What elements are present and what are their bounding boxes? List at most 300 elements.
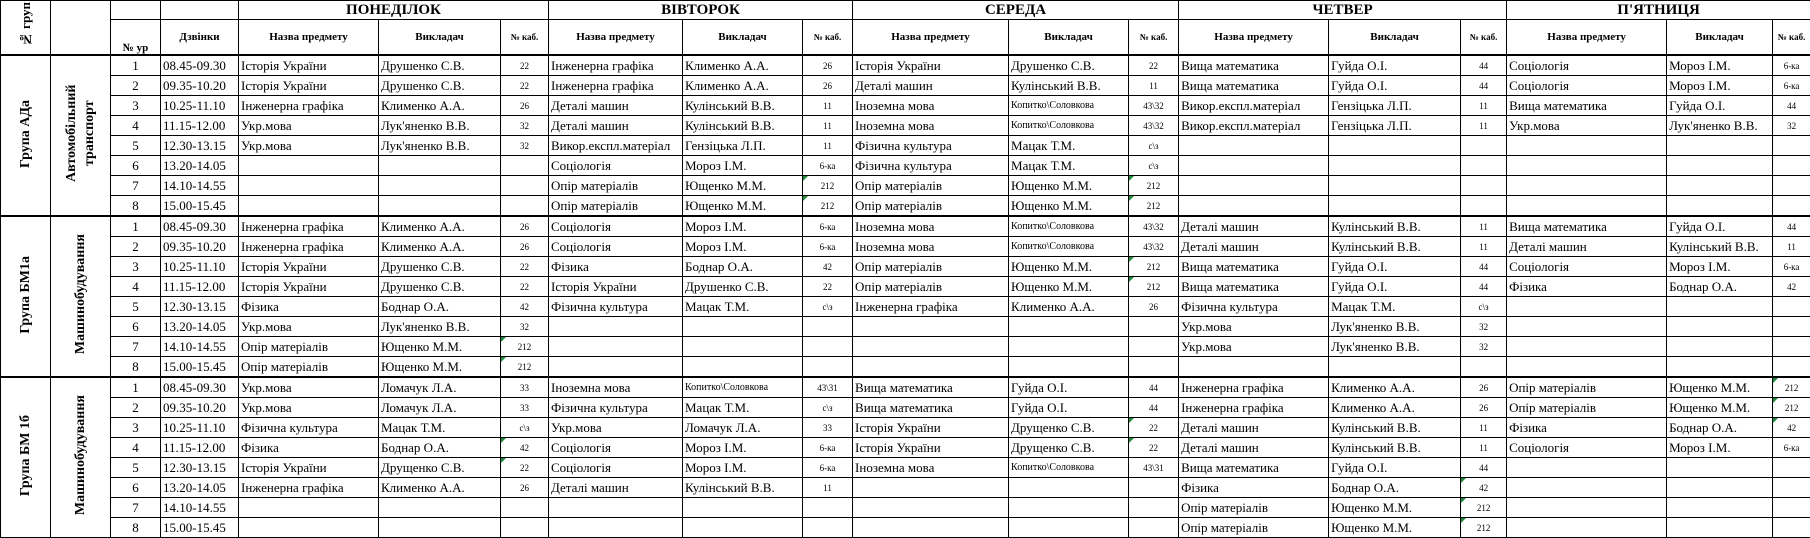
lesson-time: 15.00-15.45 [161,357,239,378]
teacher-cell [683,518,803,538]
subject-cell [1179,156,1329,176]
room-cell: 212 [803,176,853,196]
specialty-name: Автомобільний транспорт [63,84,97,183]
room-cell: с\з [803,398,853,418]
room-cell: 33 [803,418,853,438]
subject-cell: Фізична культура [1179,297,1329,317]
room-cell: 6-ка [803,237,853,257]
teacher-cell: Кулінський В.В. [1667,237,1773,257]
teacher-cell: Гуйда О.І. [1329,277,1461,297]
teacher-cell: Гуйда О.І. [1329,76,1461,96]
subject-cell [549,337,683,357]
subject-cell [853,478,1009,498]
subject-cell: Вища математика [1179,277,1329,297]
day-header-monday: ПОНЕДІЛОК [239,1,549,20]
table-row [1,136,1810,156]
table-row [1,96,1810,116]
subject-cell [549,518,683,538]
teacher-cell [1329,176,1461,196]
teacher-cell: Копитко\Соловкова [1009,216,1129,237]
teacher-cell [1667,176,1773,196]
room-cell: 32 [501,317,549,337]
subject-cell: Опір матеріалів [549,196,683,217]
room-cell: 6-ка [1773,55,1810,76]
subject-cell: Опір матеріалів [853,277,1009,297]
room-cell: 26 [803,76,853,96]
room-cell [1773,297,1810,317]
room-cell [501,176,549,196]
teacher-cell: Клименко А.А. [379,96,501,116]
room-cell: 212 [1129,196,1179,217]
table-row [1,498,1810,518]
room-cell: 11 [1461,216,1507,237]
subject-cell: Вища математика [853,377,1009,398]
lesson-time: 12.30-13.15 [161,458,239,478]
subject-cell: Укр.мова [1179,337,1329,357]
room-cell: 212 [1461,518,1507,538]
teacher-cell [379,498,501,518]
subject-cell [1507,176,1667,196]
subject-cell: Викор.експл.матеріал [1179,116,1329,136]
subject-cell: Опір матеріалів [549,176,683,196]
room-cell: 11 [1129,76,1179,96]
subject-cell [239,518,379,538]
subject-cell: Вища математика [853,398,1009,418]
subject-cell [1507,498,1667,518]
room-cell: 11 [1461,438,1507,458]
group-name: Група АДа [17,99,33,168]
lesson-number: 8 [111,357,161,378]
subject-cell: Фізична культура [549,297,683,317]
room-cell [1129,317,1179,337]
room-cell: 6-ка [803,438,853,458]
table-row [1,297,1810,317]
subject-cell: Опір матеріалів [853,176,1009,196]
teacher-cell [1009,317,1129,337]
subject-cell: Фізика [1179,478,1329,498]
subject-cell: Соціологія [1507,55,1667,76]
room-cell: 44 [1461,277,1507,297]
subject-cell [1179,196,1329,217]
teacher-cell [1009,518,1129,538]
lesson-number: 5 [111,136,161,156]
teacher-cell: Мороз І.М. [683,216,803,237]
subject-cell: Укр.мова [239,398,379,418]
room-cell: 33 [501,398,549,418]
table-row [1,116,1810,136]
teacher-cell: Друщенко С.В. [1009,418,1129,438]
room-header: № каб. [1129,20,1179,56]
room-cell [501,156,549,176]
subject-cell: Інженерна графіка [239,478,379,498]
subject-cell: Опір матеріалів [853,257,1009,277]
room-cell: 42 [803,257,853,277]
subject-cell: Історія України [853,438,1009,458]
teacher-cell: Кулінський В.В. [1329,237,1461,257]
room-cell: 22 [803,277,853,297]
subject-cell: Опір матеріалів [239,337,379,357]
subject-cell: Опір матеріалів [239,357,379,378]
teacher-header: Викладач [379,20,501,56]
teacher-cell: Лук'яненко В.В. [379,136,501,156]
room-cell: 44 [1461,458,1507,478]
subject-cell: Історія України [549,277,683,297]
room-cell: 43\32 [1129,96,1179,116]
table-row [1,257,1810,277]
room-cell: 212 [1129,176,1179,196]
specialty-cell [51,377,111,538]
subject-cell: Іноземна мова [853,96,1009,116]
subject-cell: Вища математика [1507,96,1667,116]
teacher-cell: Ющенко М.М. [1009,196,1129,217]
teacher-cell: Гуйда О.І. [1667,216,1773,237]
room-cell: 212 [1773,398,1810,418]
subject-cell: Інженерна графіка [1179,377,1329,398]
teacher-cell [1667,458,1773,478]
room-cell: 43\32 [1129,237,1179,257]
room-cell: 6-ка [1773,257,1810,277]
teacher-cell: Мацак Т.М. [1009,136,1129,156]
teacher-cell: Боднар О.А. [1329,478,1461,498]
teacher-header: Викладач [683,20,803,56]
lesson-time: 14.10-14.55 [161,337,239,357]
subject-header: Назва предмету [853,20,1009,56]
teacher-cell: Друшенко С.В. [379,277,501,297]
room-cell [1773,458,1810,478]
subject-cell: Фізика [1507,277,1667,297]
teacher-cell [379,176,501,196]
lesson-number: 8 [111,196,161,217]
specialty-name: Машинобудування [72,395,88,516]
teacher-cell [379,156,501,176]
teacher-cell: Кулінський В.В. [683,116,803,136]
subject-cell [1507,458,1667,478]
teacher-cell: Клименко А.А. [379,478,501,498]
lesson-number: 3 [111,418,161,438]
room-cell: 212 [1129,277,1179,297]
room-cell: 42 [1773,277,1810,297]
subject-header: Назва предмету [1507,20,1667,56]
table-row [1,55,1810,76]
teacher-cell: Мороз І.М. [1667,257,1773,277]
room-cell: 11 [803,136,853,156]
room-cell: 32 [1461,317,1507,337]
lesson-number: 4 [111,116,161,136]
teacher-cell: Лук'яненко В.В. [1329,337,1461,357]
subject-cell [1507,297,1667,317]
teacher-cell [1667,317,1773,337]
subject-cell [239,176,379,196]
teacher-cell: Клименко А.А. [1009,297,1129,317]
table-row [1,156,1810,176]
teacher-cell: Клименко А.А. [683,55,803,76]
lesson-number: 6 [111,156,161,176]
room-cell: 212 [1129,257,1179,277]
group-name: Група БМ 1б [17,414,33,497]
day-header-tuesday: ВІВТОРОК [549,1,853,20]
subject-cell [239,156,379,176]
subject-header: Назва предмету [549,20,683,56]
teacher-cell [1667,196,1773,217]
subject-cell: Опір матеріалів [1507,398,1667,418]
subject-cell: Соціологія [549,458,683,478]
lesson-number: 4 [111,438,161,458]
teacher-cell: Боднар О.А. [1667,418,1773,438]
teacher-cell [683,337,803,357]
room-cell [803,317,853,337]
room-header: № каб. [803,20,853,56]
subject-cell [1179,357,1329,378]
room-cell [803,518,853,538]
teacher-cell: Кулінський В.В. [1009,76,1129,96]
teacher-cell: Лук'яненко В.В. [1329,317,1461,337]
room-cell [1129,357,1179,378]
room-cell: 11 [1461,116,1507,136]
subject-header: Назва предмету [1179,20,1329,56]
subject-cell [1507,357,1667,378]
room-cell: 26 [1461,398,1507,418]
subject-cell: Деталі машин [853,76,1009,96]
teacher-cell: Ющенко М.М. [379,337,501,357]
lesson-time: 13.20-14.05 [161,156,239,176]
teacher-cell [1667,136,1773,156]
room-cell [1461,196,1507,217]
lesson-number: 1 [111,55,161,76]
teacher-cell: Гуйда О.І. [1329,55,1461,76]
subject-header: Назва предмету [239,20,379,56]
subject-cell [1179,136,1329,156]
teacher-cell: Ющенко М.М. [683,176,803,196]
room-cell: 42 [1773,418,1810,438]
group-number-header: № груп [1,1,51,56]
teacher-cell: Клименко А.А. [379,216,501,237]
room-cell [1773,478,1810,498]
subject-cell [1507,196,1667,217]
room-cell: 43\32 [1129,216,1179,237]
room-cell: 6-ка [1773,438,1810,458]
subject-cell: Викор.експл.матеріал [1179,96,1329,116]
teacher-cell: Мацак Т.М. [683,398,803,418]
table-row [1,176,1810,196]
teacher-cell [1009,357,1129,378]
teacher-cell [1329,357,1461,378]
teacher-cell: Мацак Т.М. [379,418,501,438]
room-cell: 44 [1461,257,1507,277]
room-cell: 44 [1129,377,1179,398]
lesson-number: 5 [111,458,161,478]
subject-cell: Вища математика [1179,76,1329,96]
room-cell: 22 [501,76,549,96]
room-cell: с\з [1129,136,1179,156]
room-cell [1773,317,1810,337]
teacher-cell: Гензіцька Л.П. [1329,96,1461,116]
room-cell: 22 [501,458,549,478]
teacher-cell: Ющенко М.М. [1009,257,1129,277]
teacher-cell: Клименко А.А. [1329,398,1461,418]
teacher-cell: Мацак Т.М. [683,297,803,317]
subject-cell [1507,518,1667,538]
teacher-cell: Друшенко С.В. [379,257,501,277]
subject-cell: Деталі машин [1179,216,1329,237]
room-cell [1461,176,1507,196]
subject-cell: Іноземна мова [853,458,1009,478]
room-cell: 44 [1773,96,1810,116]
teacher-cell: Боднар О.А. [379,438,501,458]
teacher-cell: Друщенко С.В. [379,458,501,478]
teacher-cell: Мацак Т.М. [1009,156,1129,176]
lesson-number: 7 [111,176,161,196]
subject-cell: Укр.мова [1507,116,1667,136]
room-cell [501,518,549,538]
lesson-number: 2 [111,237,161,257]
teacher-cell: Копитко\Соловкова [1009,116,1129,136]
teacher-cell: Друшенко С.В. [1009,55,1129,76]
room-cell: 11 [803,96,853,116]
lesson-number-header: № ур [111,20,161,56]
room-cell [1461,136,1507,156]
subject-cell: Опір матеріалів [853,196,1009,217]
teacher-cell: Боднар О.А. [683,257,803,277]
group-name: Група БМ1а [17,255,33,334]
lesson-time: 09.35-10.20 [161,398,239,418]
subject-cell: Історія України [239,458,379,478]
teacher-cell [683,357,803,378]
teacher-cell: Мацак Т.М. [1329,297,1461,317]
room-cell: 11 [803,116,853,136]
subject-cell [549,498,683,518]
lesson-time: 15.00-15.45 [161,518,239,538]
room-cell: 22 [1129,55,1179,76]
day-header-thursday: ЧЕТВЕР [1179,1,1507,20]
room-cell: 26 [501,96,549,116]
subject-cell: Фізична культура [853,136,1009,156]
room-cell [1129,518,1179,538]
lesson-time: 12.30-13.15 [161,136,239,156]
teacher-cell [1329,156,1461,176]
subject-cell: Соціологія [549,216,683,237]
room-cell: 43\31 [1129,458,1179,478]
teacher-cell [1667,357,1773,378]
group-name-cell [1,216,51,377]
teacher-cell: Лук'яненко В.В. [379,317,501,337]
subject-cell: Фізика [239,297,379,317]
lesson-number: 2 [111,398,161,418]
subject-cell: Вища математика [1179,55,1329,76]
subject-cell: Інженерна графіка [549,55,683,76]
room-cell: 26 [501,237,549,257]
teacher-cell [1009,337,1129,357]
specialty-cell [51,216,111,377]
subject-cell: Деталі машин [1179,237,1329,257]
subject-cell [853,337,1009,357]
lesson-number: 1 [111,377,161,398]
teacher-cell: Мороз І.М. [1667,76,1773,96]
subject-cell [853,317,1009,337]
room-cell [1129,498,1179,518]
room-header: № каб. [501,20,549,56]
subject-cell: Інженерна графіка [239,216,379,237]
room-cell [803,337,853,357]
teacher-cell: Клименко А.А. [683,76,803,96]
room-cell: 43\32 [1129,116,1179,136]
room-cell [1773,518,1810,538]
teacher-cell: Кулінський В.В. [683,96,803,116]
table-row [1,377,1810,398]
room-cell [1773,498,1810,518]
teacher-cell [1667,337,1773,357]
room-cell: 6-ка [803,216,853,237]
lesson-number: 1 [111,216,161,237]
room-cell: 26 [803,55,853,76]
subject-cell: Фізика [1507,418,1667,438]
subject-cell [1507,136,1667,156]
room-cell: 212 [501,337,549,357]
subject-cell: Інженерна графіка [853,297,1009,317]
teacher-cell: Лук'яненко В.В. [379,116,501,136]
subject-cell [1507,156,1667,176]
lesson-time: 08.45-09.30 [161,377,239,398]
teacher-cell: Мороз І.М. [683,156,803,176]
subject-cell: Історія України [239,76,379,96]
teacher-cell [1009,498,1129,518]
subject-cell: Фізична культура [549,398,683,418]
room-header: № каб. [1773,20,1810,56]
room-cell [803,357,853,378]
teacher-cell: Кулінський В.В. [683,478,803,498]
subject-cell: Історія України [853,55,1009,76]
teacher-cell: Копитко\Соловкова [1009,237,1129,257]
subject-cell: Укр.мова [239,116,379,136]
lesson-number: 5 [111,297,161,317]
teacher-cell: Друшенко С.В. [683,277,803,297]
room-cell: 33 [501,377,549,398]
teacher-cell [379,196,501,217]
teacher-cell [1329,196,1461,217]
teacher-header: Викладач [1009,20,1129,56]
subject-cell [549,357,683,378]
subject-cell: Фізика [549,257,683,277]
room-cell: 44 [1461,55,1507,76]
table-row [1,76,1810,96]
subject-cell: Іноземна мова [853,116,1009,136]
teacher-cell: Гуйда О.І. [1009,398,1129,418]
subject-cell [239,498,379,518]
room-cell: 44 [1461,76,1507,96]
room-cell [1773,196,1810,217]
teacher-cell: Ломачук Л.А. [379,377,501,398]
room-cell: 22 [501,277,549,297]
room-cell [501,498,549,518]
room-cell: 212 [1461,498,1507,518]
subject-cell [853,518,1009,538]
room-cell: 42 [501,297,549,317]
teacher-cell [1667,518,1773,538]
room-cell: 6-ка [803,156,853,176]
subject-cell: Укр.мова [1179,317,1329,337]
subject-cell: Іноземна мова [549,377,683,398]
day-header-wednesday: СЕРЕДА [853,1,1179,20]
table-row [1,216,1810,237]
lesson-number: 3 [111,96,161,116]
teacher-cell [1667,498,1773,518]
room-cell: 26 [1129,297,1179,317]
subject-cell [1507,478,1667,498]
teacher-cell [1667,478,1773,498]
table-row [1,398,1810,418]
teacher-cell: Ломачук Л.А. [379,398,501,418]
lesson-time: 14.10-14.55 [161,498,239,518]
lesson-number: 4 [111,277,161,297]
